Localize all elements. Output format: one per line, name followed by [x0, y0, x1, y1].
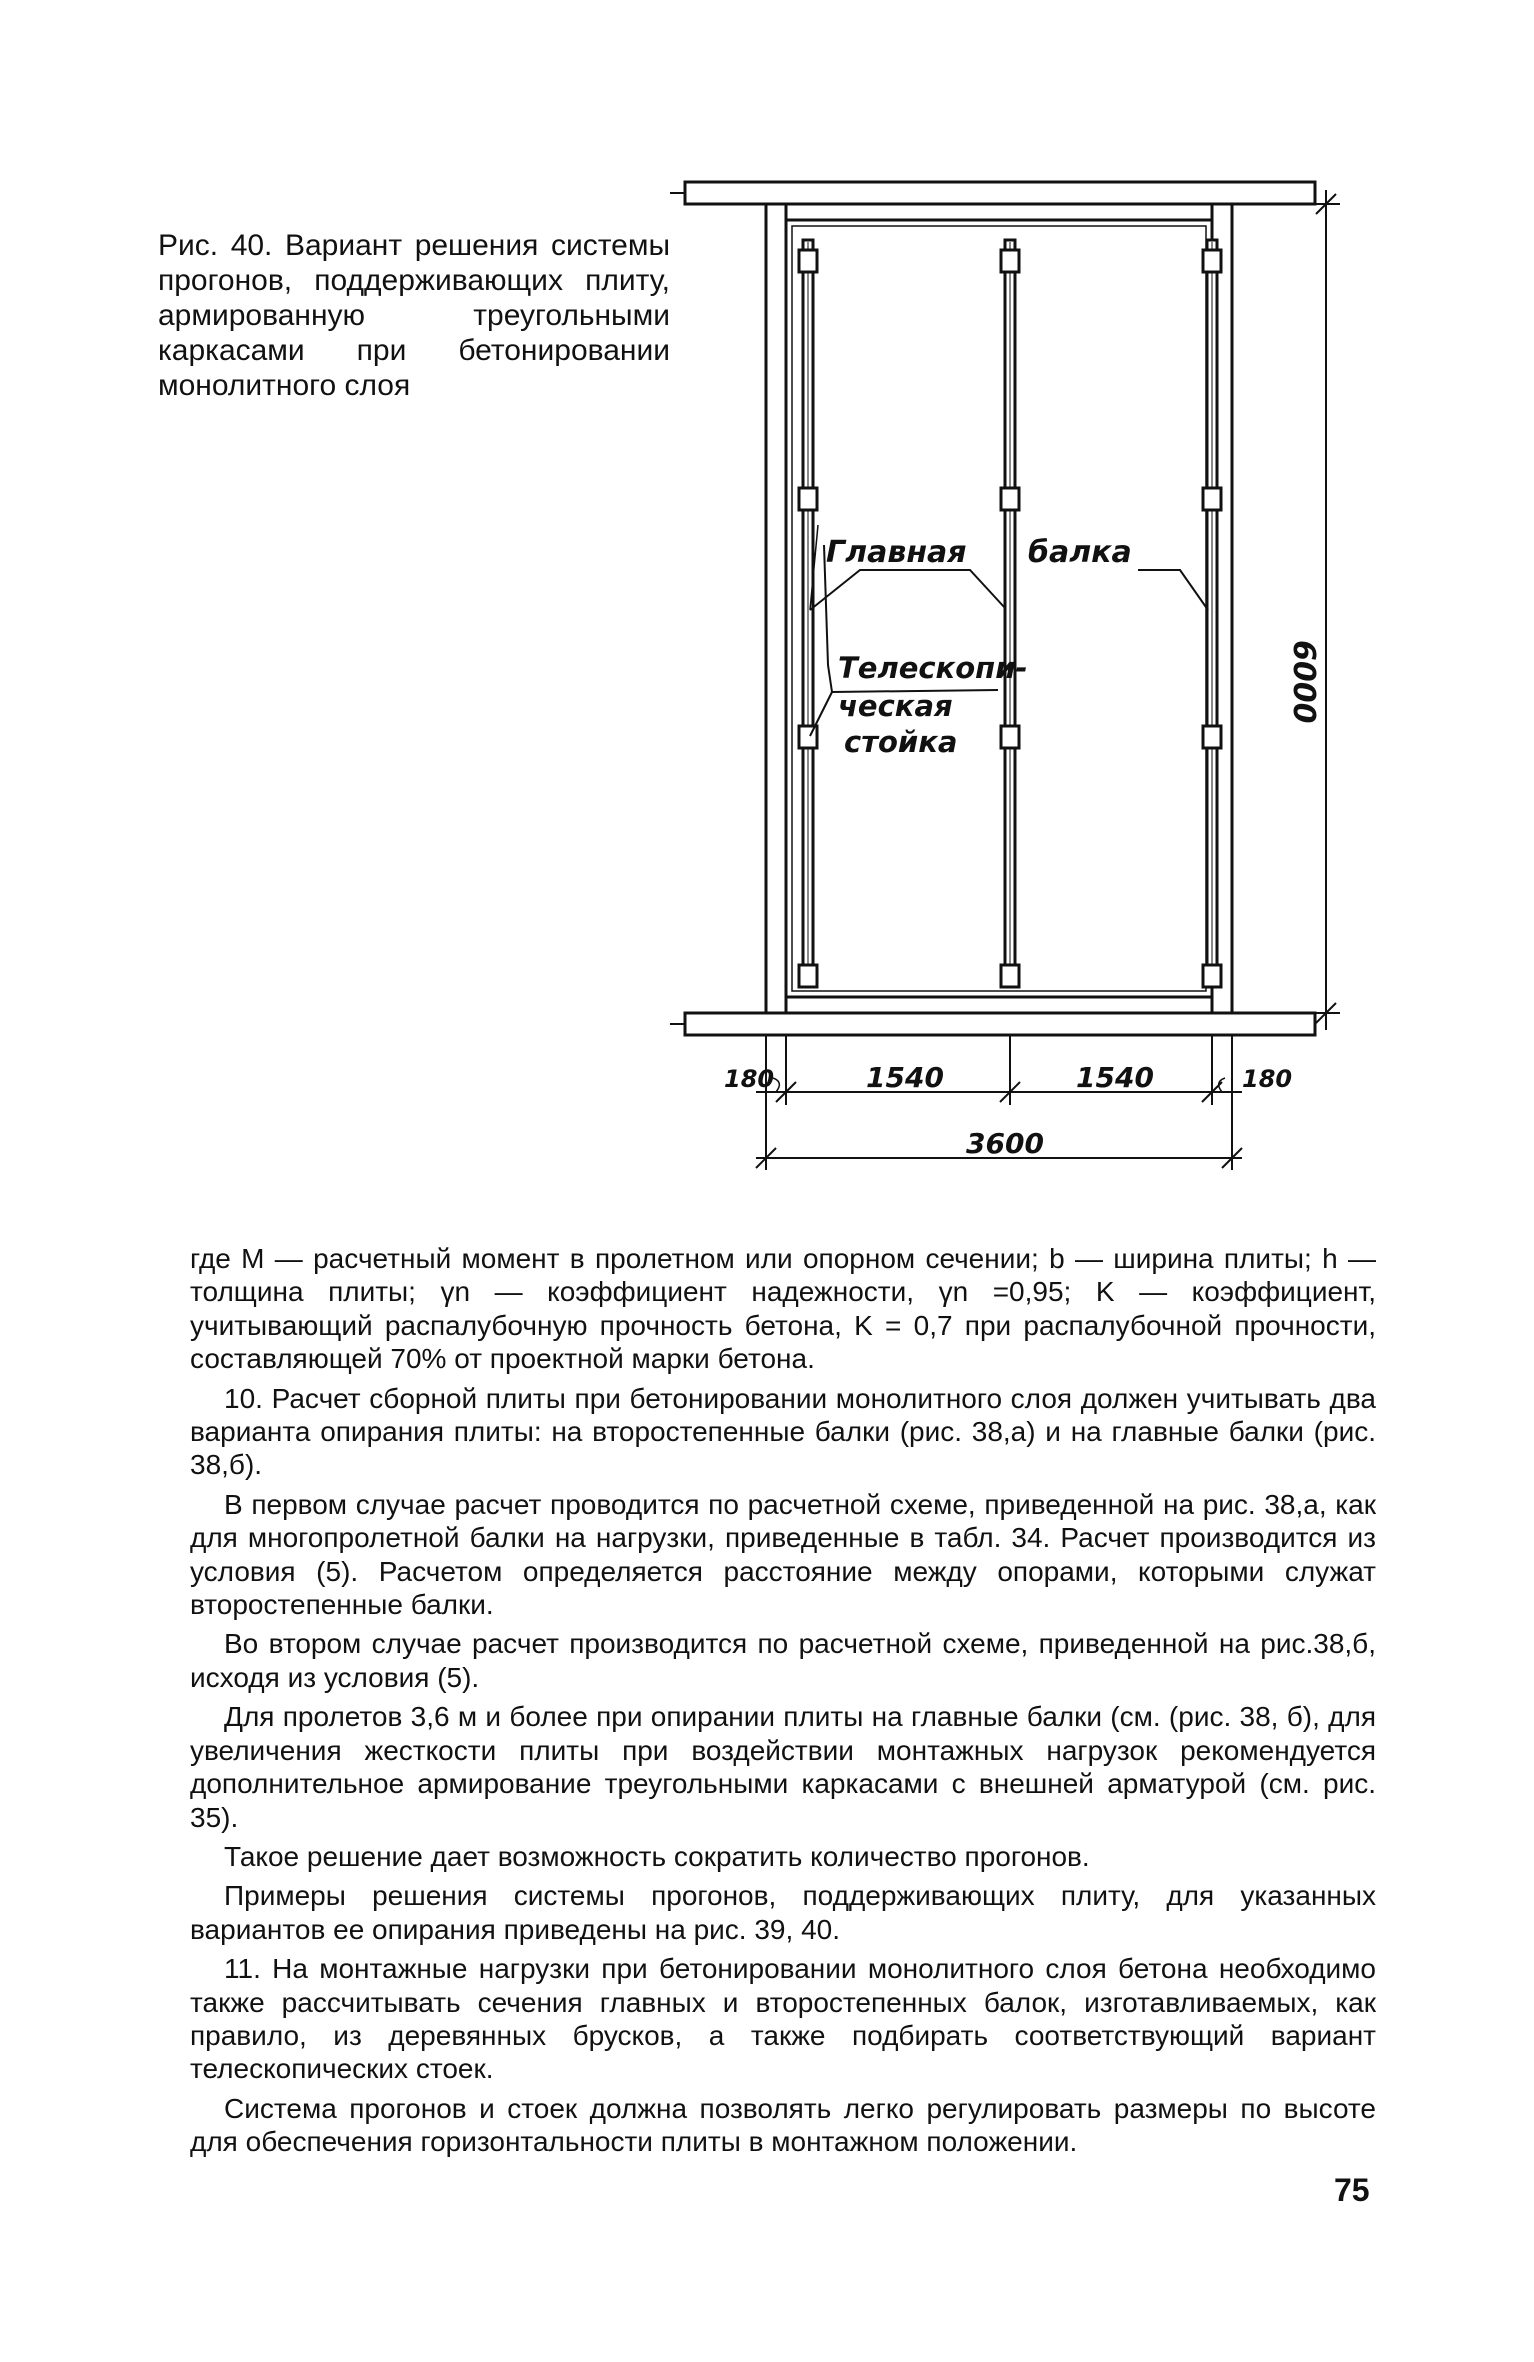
figure-40-drawing [660, 170, 1360, 1180]
dim-label-right-edge: 180 [1242, 1065, 1293, 1093]
paragraph-case-2: Во втором случае расчет производится по расчетной схеме, приведенной на рис.38,б, исходя из условия (5). [190, 1628, 1376, 1693]
paragraph-solution: Такое решение дает возможность сократить количество прогонов. [224, 1840, 1090, 1872]
dim-label-total: 3600 [966, 1127, 1044, 1160]
paragraph-examples: Примеры решения системы прогонов, поддерживающих плиту, для указанных вариантов ее опирания приведены на рис. 39, 40. [190, 1880, 1376, 1945]
label-main-beam-1: Главная [826, 535, 967, 570]
page-number: 75 [1334, 2172, 1370, 2208]
inner-frame [786, 220, 1212, 997]
label-strut-2: ческая [838, 689, 953, 723]
dim-label-span-right: 1540 [1076, 1061, 1154, 1094]
label-main-beam-2: балка [1028, 535, 1132, 570]
figure-caption: Рис. 40. Вариант решения системы прогонов, поддерживающих плиту, армированную треугольными каркасами при бетонировании монолитного слоя [158, 229, 670, 402]
paragraph-system: Система прогонов и стоек должна позволять легко регулировать размеры по высоте для обеспечения горизонтальности плиты в монтажном положении. [190, 2092, 1376, 2158]
dim-height [1232, 190, 1340, 1030]
label-strut-1: Телескопи- [838, 651, 1028, 685]
paragraph-11: 11. На монтажные нагрузки при бетонировании монолитного слоя бетона необходимо также рассчитывать сечения главных и второстепенных балок, изготавливаемых, как правило, из деревянных брусков, а также подбирать соответствующий вариант телескопических стоек. [190, 1953, 1376, 2085]
dim-label-left-edge: 180 [724, 1065, 775, 1093]
main-beam-2 [1001, 240, 1019, 987]
paragraph-definitions: где M — расчетный момент в пролетном или опорном сечении; b — ширина плиты; h — толщина плиты; γn — коэффициент надежности, γn =0,95; K — коэффициент, учитывающий распалубочную прочность бетона, K = 0,7 при распалубочной прочности, составляющей 70% от проектной марки бетона. [190, 1243, 1376, 1375]
paragraph-case-1: В первом случае расчет проводится по расчетной схеме, приведенной на рис. 38,а, как для многопролетной балки на нагрузки, приведенные в табл. 34. Расчет производится из условия (5). Расчетом определяется расстояние между опорами, которыми служат второстепенные балки. [190, 1488, 1376, 1621]
left-wall [766, 204, 786, 1013]
label-strut-3: стойка [844, 725, 958, 759]
bottom-slab [685, 1013, 1315, 1035]
main-beam-3 [1203, 240, 1221, 987]
paragraph-spans: Для пролетов 3,6 м и более при опирании плиты на главные балки (см. (рис. 38, б), для увеличения жесткости плиты при воздействии монтажных нагрузок рекомендуется дополнительное армирование треугольными каркасами с внешней арматурой (см. рис. 35). [190, 1701, 1376, 1833]
dim-label-span-left: 1540 [866, 1061, 944, 1094]
top-slab [685, 182, 1315, 204]
dim-label-height: 6000 [1286, 640, 1321, 724]
paragraph-10: 10. Расчет сборной плиты при бетонировании монолитного слоя должен учитывать два варианта опирания плиты: на второстепенные балки (рис. 38,а) и на главные балки (рис. 38,б). [190, 1382, 1376, 1481]
main-beam-1 [799, 240, 817, 987]
body-text [190, 1242, 1376, 2159]
